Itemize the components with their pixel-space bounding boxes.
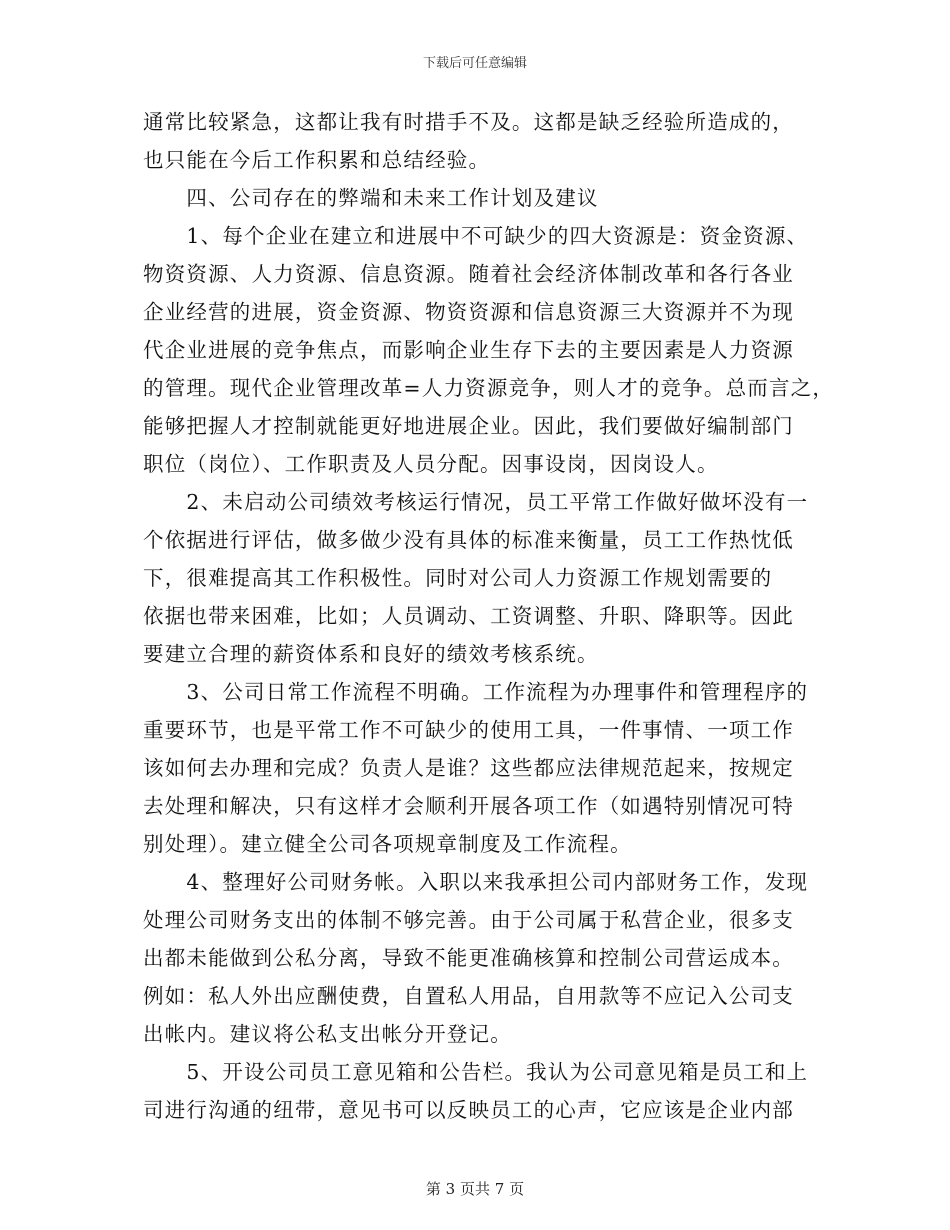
section-heading: 四、公司存在的弊端和未来工作计划及建议 [143, 186, 599, 210]
text-line: 处理公司财务支出的体制不够完善。由于公司属于私营企业，很多支 [143, 908, 794, 932]
page-header: 下载后可任意编辑 [422, 56, 527, 71]
text-line: 2、未启动公司绩效考核运行情况，员工平常工作做好做坏没有一 [143, 490, 809, 514]
text-line: 代企业进展的竞争焦点，而影响企业生存下去的主要因素是人力资源 [143, 338, 794, 362]
text-line: 也只能在今后工作积累和总结经验。 [143, 148, 491, 172]
text-line: 3、公司日常工作流程不明确。工作流程为办理事件和管理程序的 [143, 680, 809, 704]
text-line: 5、开设公司员工意见箱和公告栏。我认为公司意见箱是员工和上 [143, 1060, 809, 1084]
text-line: 下，很难提高其工作积极性。同时对公司人力资源工作规划需要的 [143, 566, 773, 590]
text-line: 职位（岗位）、工作职责及人员分配。因事设岗，因岗设人。 [143, 452, 719, 476]
text-line: 去处理和解决，只有这样才会顺利开展各项工作（如遇特别情况可特 [143, 794, 794, 818]
text-line: 出帐内。建议将公私支出帐分开登记。 [143, 1022, 512, 1046]
document-body [143, 103, 835, 1129]
text-line: 的管理。现代企业管理改革=人力资源竞争，则人才的竞争。总而言之， [143, 376, 835, 400]
text-line: 司进行沟通的纽带，意见书可以反映员工的心声，它应该是企业内部 [143, 1098, 794, 1122]
text-line: 依据也带来困难，比如；人员调动、工资调整、升职、降职等。因此 [143, 604, 794, 628]
text-line: 该如何去办理和完成？负责人是谁？这些都应法律规范起来，按规定 [143, 756, 794, 780]
text-line: 物资资源、人力资源、信息资源。随着社会经济体制改革和各行各业 [143, 262, 794, 286]
text-line: 出都未能做到公私分离，导致不能更准确核算和控制公司营运成本。 [143, 946, 794, 970]
text-line: 1、每个企业在建立和进展中不可缺少的四大资源是：资金资源、 [143, 224, 809, 248]
text-line: 4、整理好公司财务帐。入职以来我承担公司内部财务工作，发现 [143, 870, 809, 894]
text-line: 企业经营的进展，资金资源、物资资源和信息资源三大资源并不为现 [143, 300, 794, 324]
text-line: 能够把握人才控制就能更好地进展企业。因此，我们要做好编制部门 [143, 414, 794, 438]
text-line: 例如：私人外出应酬使费，自置私人用品，自用款等不应记入公司支 [143, 984, 794, 1008]
text-line: 通常比较紧急，这都让我有时措手不及。这都是缺乏经验所造成的， [143, 110, 794, 134]
text-line: 要建立合理的薪资体系和良好的绩效考核系统。 [143, 642, 599, 666]
text-line: 重要环节，也是平常工作不可缺少的使用工具，一件事情、一项工作 [143, 718, 794, 742]
text-line: 个依据进行评估，做多做少没有具体的标准来衡量，员工工作热忱低 [143, 528, 794, 552]
text-line: 别处理）。建立健全公司各项规章制度及工作流程。 [143, 832, 632, 856]
page-number: 第 3 页共 7 页 [425, 1180, 525, 1198]
